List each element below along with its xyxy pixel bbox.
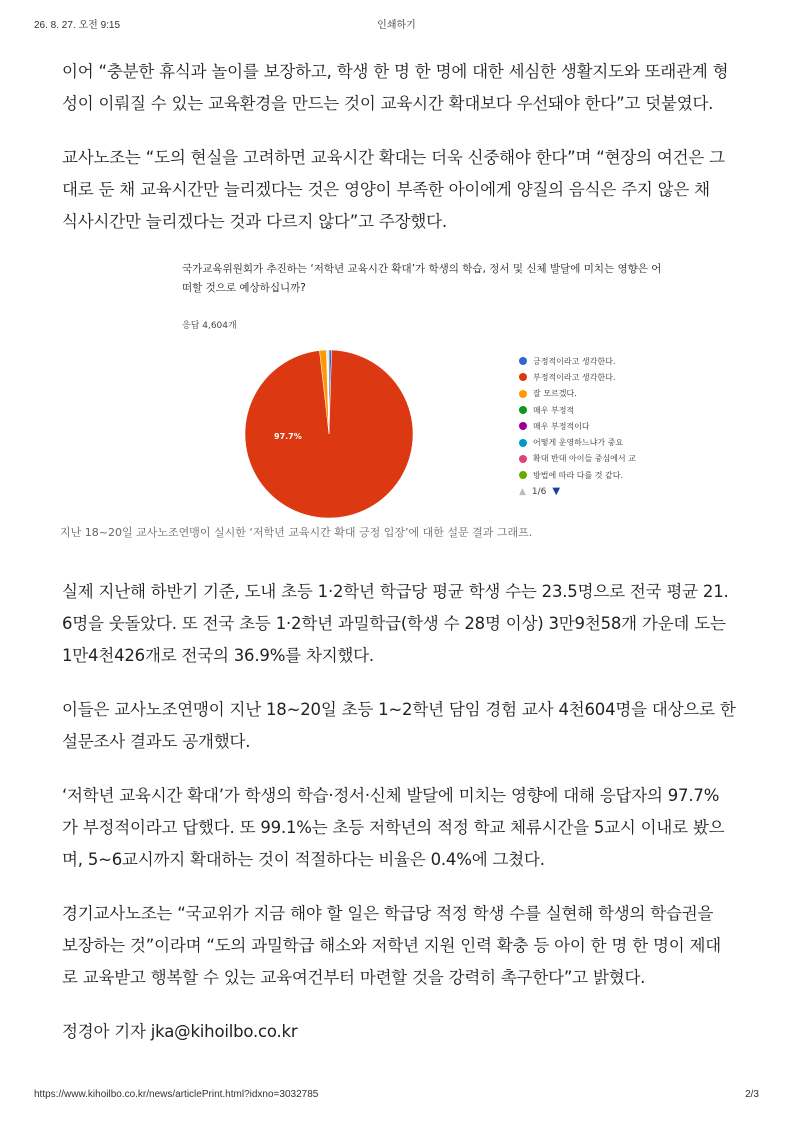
legend-swatch	[519, 455, 527, 463]
paragraph-6: 경기교사노조는 “국교위가 지금 해야 할 일은 학급당 적정 학생 수를 실현해 학생의 학습권을 보장하는 것”이라며 “도의 과밀학급 해소와 저학년 지원 인력 확충 등 아이 한 명 한 명이 제대 로 교육받고 행복할 수 있는 교육여건부터 마련할 것을 강력히 촉구한다”고 밝혔다.	[62, 904, 721, 987]
pie-data-label: 97.7%	[274, 432, 302, 441]
print-datetime: 26. 8. 27. 오전 9:15	[34, 20, 121, 31]
legend-swatch	[519, 439, 527, 447]
paragraph-4: 이들은 교사노조연맹이 지난 18~20일 초등 1~2학년 담임 경험 교사 4천604명을 대상으로 한 설문조사 결과도 공개했다.	[62, 700, 736, 751]
survey-figure	[124, 260, 662, 510]
legend-item-3	[519, 402, 636, 418]
legend-label: 매우 부정적이다	[533, 421, 590, 431]
legend-next-icon[interactable]: ▼	[552, 486, 561, 497]
legend-swatch	[519, 357, 527, 365]
legend-swatch	[519, 390, 527, 398]
legend-swatch	[519, 422, 527, 430]
legend-item-7	[519, 467, 636, 483]
legend-label: 긍정적이라고 생각한다.	[533, 356, 616, 366]
legend-label: 확대 반대 아이들 중심에서 교	[533, 454, 636, 464]
legend-label: 방법에 따라 다를 것 같다.	[533, 470, 623, 480]
survey-question: 국가교육위원회가 추진하는 ‘저학년 교육시간 확대’가 학생의 학습, 정서 및 신체 발달에 미치는 영향은 어떠할 것으로 예상하십니까?	[182, 263, 662, 294]
legend-pager	[519, 486, 560, 497]
legend-label: 잘 모르겠다.	[533, 389, 577, 399]
paragraph-3: 실제 지난해 하반기 기준, 도내 초등 1·2학년 학급당 평균 학생 수는 23.5명으로 전국 평균 21. 6명을 웃돌았다. 또 전국 초등 1·2학년 과밀학급(학생 수 28명 이상) 3만9천58개 가운데 도는 1만4천426개로 전국의 36.9%를 차지했다.	[62, 582, 729, 665]
pie-chart	[244, 349, 414, 519]
legend-swatch	[519, 471, 527, 479]
legend-label: 부정적이라고 생각한다.	[533, 372, 616, 382]
legend-label: 매우 부정적	[533, 405, 575, 415]
legend-prev-icon[interactable]: ▲	[519, 486, 526, 497]
legend-item-5	[519, 434, 636, 450]
legend-item-2	[519, 386, 636, 402]
legend-label: 어떻게 운영하느냐가 중요	[533, 438, 624, 448]
legend-item-0	[519, 353, 636, 369]
legend-item-6	[519, 451, 636, 467]
byline: 정경아 기자 jka@kihoilbo.co.kr	[62, 1022, 298, 1041]
print-url: https://www.kihoilbo.co.kr/news/articlePrint.html?idxno=3032785	[34, 1089, 319, 1100]
legend-page-indicator: 1/6	[531, 486, 547, 497]
paragraph-1: 이어 “충분한 휴식과 놀이를 보장하고, 학생 한 명 한 명에 대한 세심한 생활지도와 또래관계 형 성이 이뤄질 수 있는 교육환경을 만드는 것이 교육시간 확대보다 우선돼야 한다”고 덧붙였다.	[62, 62, 729, 113]
print-title: 인쇄하기	[377, 20, 416, 31]
article-body	[62, 56, 742, 1070]
paragraph-2: 교사노조는 “도의 현실을 고려하면 교육시간 확대는 더욱 신중해야 한다”며 “현장의 여건은 그 대로 둔 채 교육시간만 늘리겠다는 것은 영양이 부족한 아이에게 양질의 음식은 주지 않은 채 식사시간만 늘리겠다는 것과 다르지 않다”고 주장했다.	[62, 148, 725, 231]
paragraph-5: ‘저학년 교육시간 확대’가 학생의 학습·정서·신체 발달에 미치는 영향에 대해 응답자의 97.7% 가 부정적이라고 답했다. 또 99.1%는 초등 저학년의 적정 학교 체류시간을 5교시 이내로 봤으 며, 5~6교시까지 확대하는 것이 적절하다는 비율은 0.4%에 그쳤다.	[62, 786, 725, 869]
figure-caption: 지난 18~20일 교사노조연맹이 실시한 ‘저학년 교육시간 확대 긍정 입장’에 대한 설문 결과 그래프.	[60, 526, 533, 539]
legend-item-1	[519, 369, 636, 385]
legend-item-4	[519, 418, 636, 434]
legend-swatch	[519, 373, 527, 381]
page-number: 2/3	[745, 1089, 759, 1100]
response-count: 응답 4,604개	[182, 321, 237, 331]
legend-swatch	[519, 406, 527, 414]
chart-legend	[519, 353, 636, 483]
